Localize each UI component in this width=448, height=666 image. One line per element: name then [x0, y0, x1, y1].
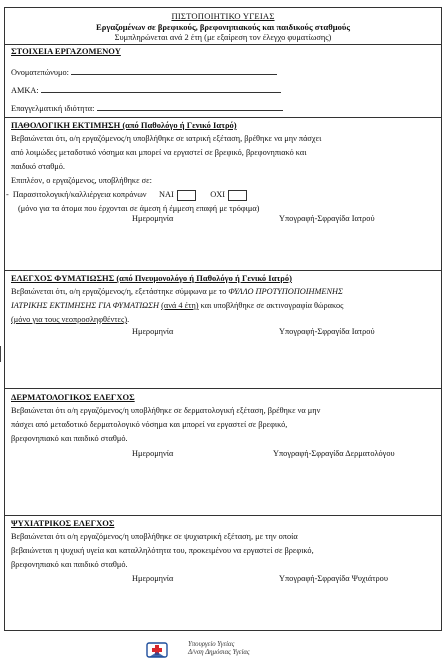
pathology-text: παιδικό σταθμό.: [11, 162, 65, 171]
dermatology-section: [11, 390, 435, 446]
pathology-text: από λοιμώδες μεταδοτικό νόσημα και μπορεί να εργαστεί σε βρεφικό, βρεφονηπιακό και: [11, 148, 307, 157]
new-hires-note: (μόνο για τους νεοπροσληφθέντες): [11, 315, 128, 324]
dermatology-signature-label: Υπογραφή-Σφραγίδα Δερματολόγου: [273, 449, 395, 458]
amka-input-line[interactable]: [41, 84, 281, 93]
employee-section: [11, 44, 435, 58]
document-subtitle: Εργαζομένων σε βρεφικούς, βρεφονηπιακούς και παιδικούς σταθμούς: [96, 22, 350, 32]
directorate-name: Δ/νση Δημόσιας Υγείας: [188, 649, 250, 656]
form-reference: ΙΑΤΡΙΚΗΣ ΕΚΤΙΜΗΣΗΣ ΓΙΑ ΦΥΜΑΤΙΩΣΗ: [11, 301, 160, 310]
tuberculosis-text: [11, 299, 435, 313]
dermatology-text: βρεφονηπιακό και παιδικό σταθμό.: [11, 434, 128, 443]
amka-label: ΑΜΚΑ:: [11, 86, 39, 95]
profession-field[interactable]: [11, 102, 283, 113]
tuberculosis-text: [11, 313, 435, 327]
tuberculosis-text-part: και υποβλήθηκε σε ακτινογραφία θώρακος: [198, 301, 344, 310]
stool-test-label: Παρασιτολογική/καλλιέργεια κοπράνων: [12, 190, 147, 199]
psychiatry-text: βρεφονηπιακό και παιδικό σταθμό.: [11, 560, 128, 569]
bullet-dash: -: [6, 190, 13, 199]
pathology-text: Επιπλέον, ο εργαζόμενος, υποβλήθηκε σε:: [11, 176, 152, 185]
tuberculosis-title: ΕΛΕΓΧΟΣ ΦΥΜΑΤΙΩΣΗΣ (από Πνευμονολόγο ή Παθολόγο ή Γενικό Ιατρό): [11, 273, 292, 283]
psychiatry-section: [11, 516, 435, 572]
tuberculosis-date-label: Ημερομηνία: [132, 327, 174, 336]
tuberculosis-signature-label: Υπογραφή-Σφραγίδα Ιατρού: [279, 327, 375, 336]
form-reference: ΦΥΛΛΟ ΠΡΟΤΥΠΟΠΟΙΗΜΕΝΗΣ: [228, 287, 343, 296]
psychiatry-signature-label: Υπογραφή-Σφραγίδα Ψυχιάτρου: [279, 574, 388, 583]
tuberculosis-section: [11, 271, 435, 327]
psychiatry-text: βεβαιώνεται η ψυχική υγεία και καταλληλότητα του, προκειμένου να εργαστεί σε βρεφικό,: [11, 546, 314, 555]
ministry-name: Υπουργείο Υγείας: [188, 641, 235, 648]
name-input-line[interactable]: [71, 66, 277, 75]
yes-checkbox[interactable]: [177, 190, 196, 201]
tuberculosis-text-part: Βεβαιώνεται ότι, ο/η εργαζόμενος/η, εξετάστηκε σύμφωνα με το: [11, 287, 229, 296]
certificate-frame: [4, 7, 442, 631]
psychiatry-text: Βεβαιώνεται ότι ο/η εργαζόμενος/η υποβλήθηκε σε ψυχιατρική εξέταση, με την οποία: [11, 532, 298, 541]
name-field[interactable]: [11, 66, 277, 77]
employee-section-title: ΣΤΟΙΧΕΙΑ ΕΡΓΑΖΟΜΕΝΟΥ: [11, 46, 121, 56]
profession-input-line[interactable]: [97, 102, 283, 111]
dermatology-title: ΔΕΡΜΑΤΟΛΟΓΙΚΟΣ ΕΛΕΓΧΟΣ: [11, 392, 135, 402]
dermatology-date-label: Ημερομηνία: [132, 449, 174, 458]
profession-label: Επαγγελματική ιδιότητα:: [11, 104, 95, 113]
no-checkbox[interactable]: [228, 190, 247, 201]
margin-mark: [0, 346, 1, 362]
psychiatry-date-label: Ημερομηνία: [132, 574, 174, 583]
stool-test-row: [6, 188, 435, 202]
no-label: ΟΧΙ: [210, 190, 226, 199]
pathology-signature-label: Υπογραφή-Σφραγίδα Ιατρού: [279, 214, 375, 223]
tuberculosis-text-part: .: [127, 315, 130, 324]
every-4-years-note: (ανά 4 έτη): [161, 301, 199, 310]
pathology-section: [6, 118, 435, 216]
food-contact-note: (μόνο για τα άτομα που έρχονται σε άμεση ή έμμεση επαφή με τρόφιμα): [18, 204, 260, 213]
tuberculosis-text: [11, 285, 435, 299]
dermatology-text: πάσχει από μεταδοτικό δερματολογικό νόσημα και μπορεί να εργαστεί σε βρεφικό,: [11, 420, 288, 429]
amka-field[interactable]: [11, 84, 281, 95]
ministry-logo-icon: [146, 640, 168, 660]
footer-text: [188, 641, 250, 657]
psychiatry-title: ΨΥΧΙΑΤΡΙΚΟΣ ΕΛΕΓΧΟΣ: [11, 518, 115, 528]
pathology-title: ΠΑΘΟΛΟΓΙΚΗ ΕΚΤΙΜΗΣΗ (από Παθολόγο ή Γενικό Ιατρό): [11, 120, 237, 130]
yes-label: ΝΑΙ: [159, 190, 174, 199]
dermatology-text: Βεβαιώνεται ότι ο/η εργαζόμενος/η υποβλήθηκε σε δερματολογική εξέταση, βρέθηκε να μην: [11, 406, 321, 415]
pathology-date-label: Ημερομηνία: [132, 214, 174, 223]
footer: [0, 638, 448, 666]
pathology-text: Βεβαιώνεται ότι, ο/η εργαζόμενος/η υποβλήθηκε σε ιατρική εξέταση, βρέθηκε να μην πάσχει: [11, 134, 322, 143]
document-title: ΠΙΣΤΟΠΟΙΗΤΙΚΟ ΥΓΕΙΑΣ: [171, 11, 275, 21]
name-label: Ονοματεπώνυμο:: [11, 68, 69, 77]
document-note: Συμπληρώνεται ανά 2 έτη (με εξαίρεση τον έλεγχο φυματίωσης): [114, 33, 332, 42]
divider: [5, 388, 441, 389]
